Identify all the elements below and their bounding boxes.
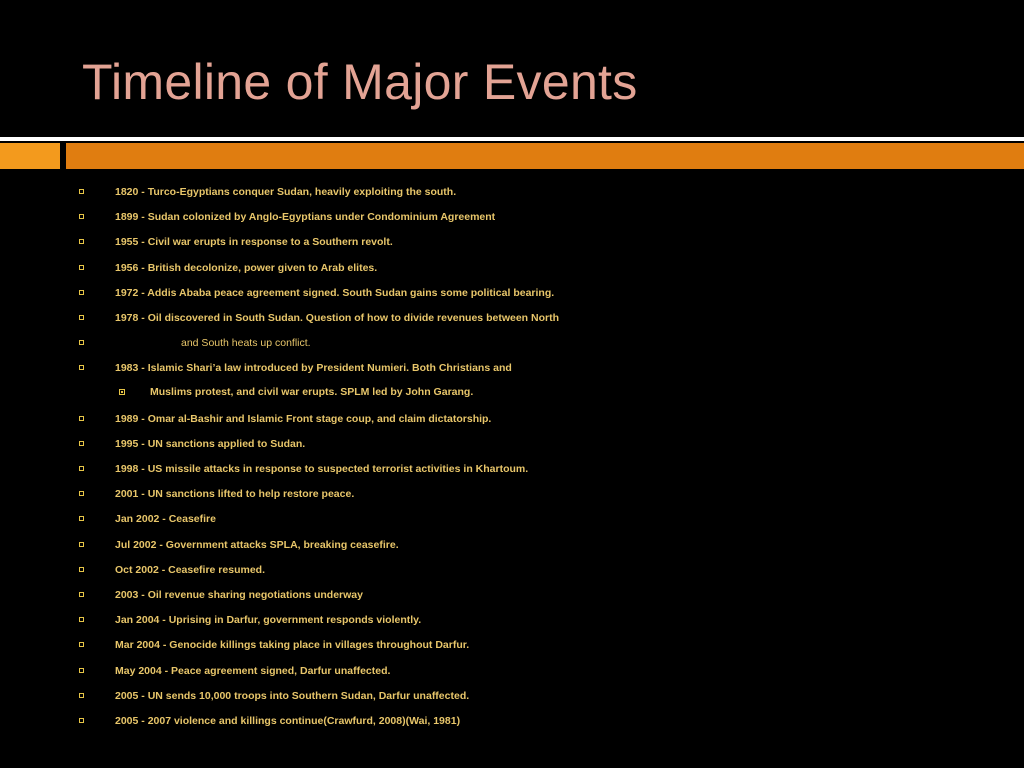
bullet-icon	[79, 315, 84, 320]
list-item	[0, 331, 1024, 356]
list-item-text: Jul 2002 - Government attacks SPLA, breaking ceasefire.	[115, 538, 399, 551]
bullet-icon	[79, 693, 84, 698]
bullet-icon	[79, 265, 84, 270]
list-item-text: 1983 - Islamic Shari’a law introduced by President Numieri. Both Christians and	[115, 362, 512, 375]
list-item	[0, 432, 1024, 457]
list-item-text: Mar 2004 - Genocide killings taking place in villages throughout Darfur.	[115, 639, 470, 652]
list-item	[0, 633, 1024, 658]
list-item-text: 2003 - Oil revenue sharing negotiations underway	[115, 589, 363, 601]
list-item-text: and South heats up conflict.	[181, 337, 311, 350]
list-item	[0, 482, 1024, 507]
list-item	[0, 205, 1024, 230]
list-item-text: 1995 - UN sanctions applied to Sudan.	[115, 437, 306, 450]
bullet-icon	[79, 290, 84, 295]
list-item	[0, 583, 1024, 608]
list-item-text: 1956 - British decolonize, power given to Arab elites.	[115, 261, 378, 274]
sub-bullet-icon	[119, 389, 125, 395]
list-item-text: Oct 2002 - Ceasefire resumed.	[115, 563, 265, 576]
bullet-icon	[79, 642, 84, 647]
list-item-text: 1820 - Turco-Egyptians conquer Sudan, heavily exploiting the south.	[115, 186, 457, 198]
list-item-text: May 2004 - Peace agreement signed, Darfur unaffected.	[115, 664, 391, 677]
list-item	[0, 558, 1024, 583]
list-item-text: 2005 - UN sends 10,000 troops into Southern Sudan, Darfur unaffected.	[115, 689, 470, 702]
list-item	[0, 659, 1024, 684]
bullet-icon	[79, 340, 84, 345]
bullet-icon	[79, 189, 84, 194]
bullet-icon	[79, 516, 84, 521]
bullet-icon	[79, 466, 84, 471]
list-item	[0, 180, 1024, 205]
list-item-text: 1989 - Omar al-Bashir and Islamic Front stage coup, and claim dictatorship.	[115, 412, 492, 425]
list-item	[0, 684, 1024, 709]
bullet-icon	[79, 416, 84, 421]
list-item-text: 2005 - 2007 violence and killings continue(Crawfurd, 2008)(Wai, 1981)	[115, 714, 461, 727]
accent-bar	[66, 143, 1024, 169]
list-item-text: 1978 - Oil discovered in South Sudan. Question of how to divide revenues between North	[115, 311, 559, 324]
bullet-icon	[79, 567, 84, 572]
slide-title: Timeline of Major Events	[82, 54, 638, 110]
list-item	[0, 306, 1024, 331]
bullet-icon	[79, 542, 84, 547]
list-item	[0, 230, 1024, 255]
bullet-icon	[79, 617, 84, 622]
bullet-icon	[79, 491, 84, 496]
list-item-text: 1972 - Addis Ababa peace agreement signed. South Sudan gains some political bearing.	[115, 286, 555, 299]
list-item	[0, 457, 1024, 482]
bullet-icon	[79, 718, 84, 723]
bullet-icon	[79, 214, 84, 219]
list-item	[0, 356, 1024, 381]
list-item	[0, 709, 1024, 734]
bullet-icon	[79, 239, 84, 244]
bullet-icon	[79, 365, 84, 370]
list-item	[0, 281, 1024, 306]
bullet-icon	[79, 592, 84, 597]
list-item-text: Jan 2002 - Ceasefire	[115, 513, 216, 526]
bullet-icon	[79, 668, 84, 673]
list-item-text: Jan 2004 - Uprising in Darfur, government responds violently.	[115, 614, 422, 627]
title-divider-line	[0, 137, 1024, 141]
list-item-text: 1955 - Civil war erupts in response to a Southern revolt.	[115, 236, 393, 249]
list-item	[0, 533, 1024, 558]
list-item	[0, 256, 1024, 281]
timeline-list	[0, 180, 1024, 734]
list-item-text: 1899 - Sudan colonized by Anglo-Egyptians under Condominium Agreement	[115, 211, 496, 224]
list-item	[0, 507, 1024, 532]
list-item-text: 2001 - UN sanctions lifted to help restore peace.	[115, 488, 355, 501]
list-item	[0, 608, 1024, 633]
list-item	[0, 382, 1024, 407]
accent-bar-left	[0, 143, 60, 169]
list-item	[0, 407, 1024, 432]
list-item-text: 1998 - US missile attacks in response to suspected terrorist activities in Khartoum.	[115, 463, 529, 476]
list-item-text: Muslims protest, and civil war erupts. SPLM led by John Garang.	[150, 385, 474, 398]
bullet-icon	[79, 441, 84, 446]
